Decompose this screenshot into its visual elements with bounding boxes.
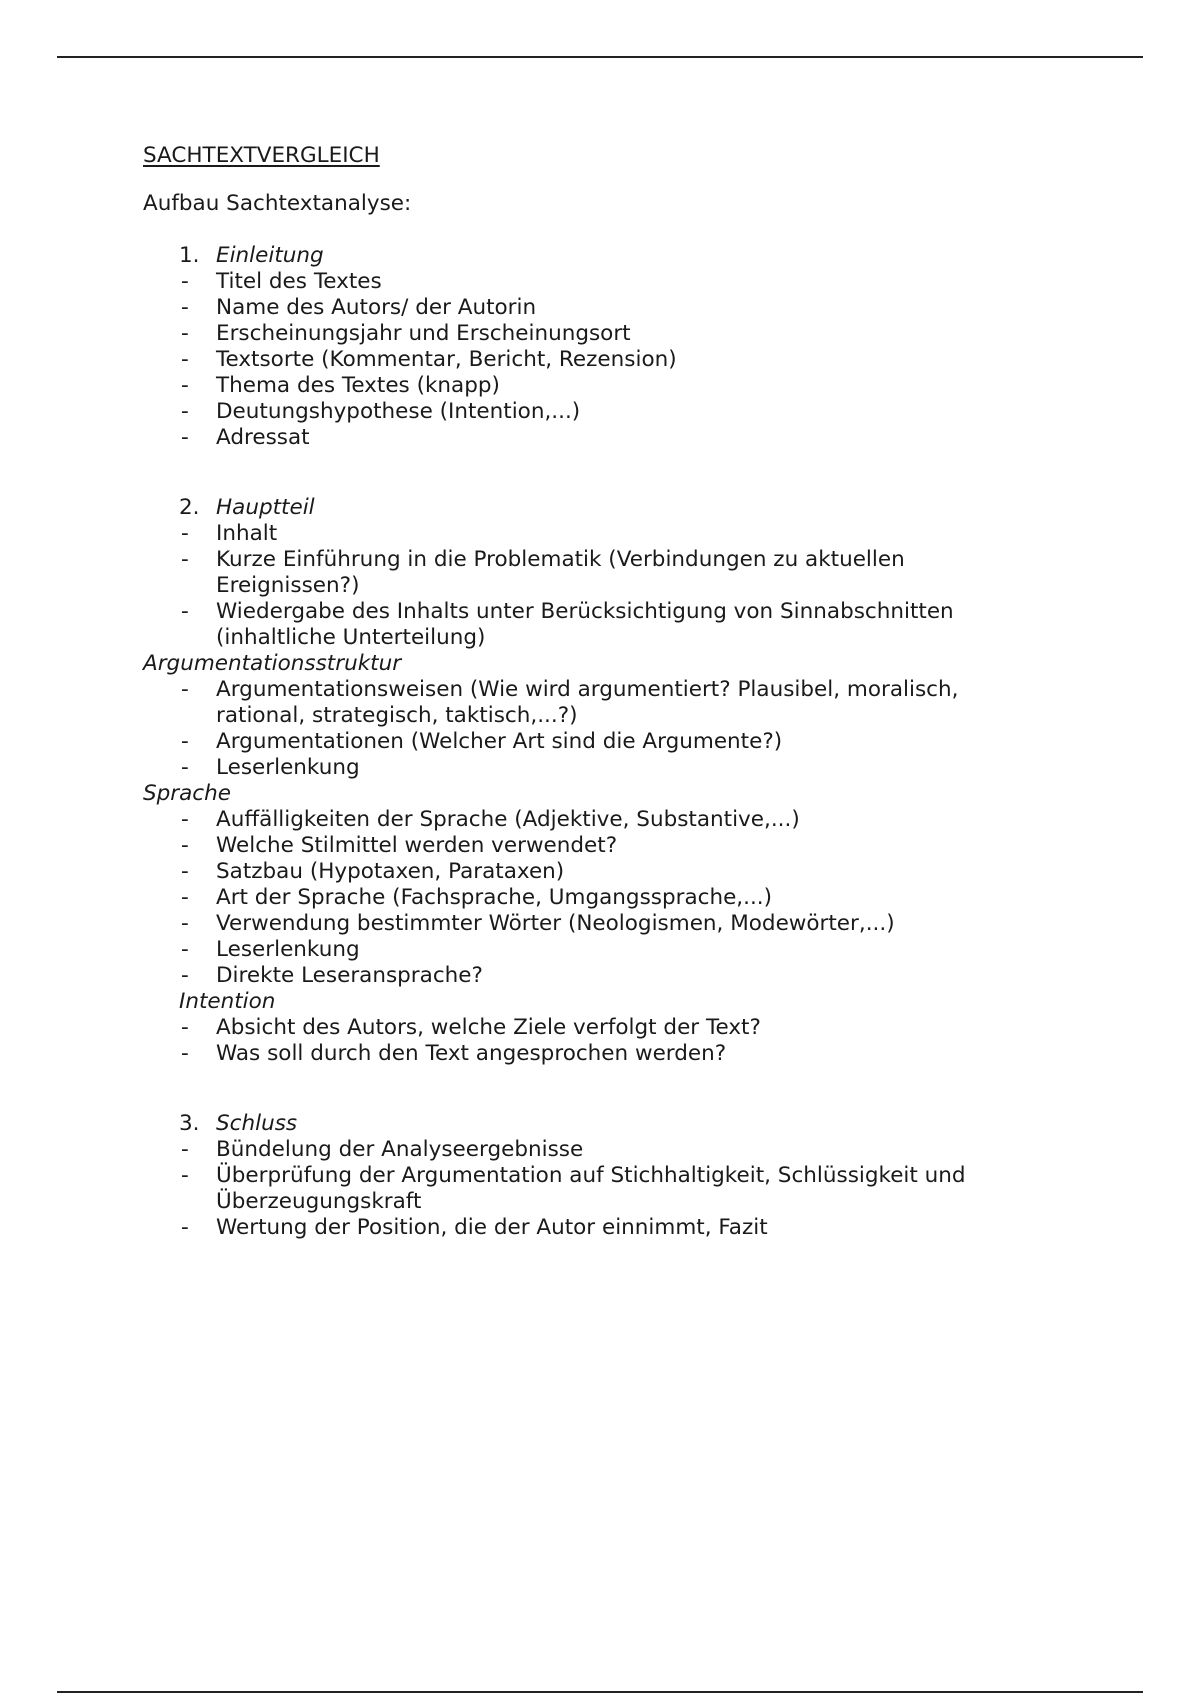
list-item: - Überprüfung der Argumentation auf Stichhaltigkeit, Schlüssigkeit und Überzeugungskraft [143, 1163, 1043, 1215]
bullet-list [143, 677, 1043, 781]
list-item: - Deutungshypothese (Intention,...) [143, 399, 1043, 425]
bullet-list [143, 1137, 1043, 1241]
bullet-list [143, 521, 1043, 651]
list-item: - Auffälligkeiten der Sprache (Adjektive, Substantive,...) [143, 807, 1043, 833]
list-item: - Verwendung bestimmter Wörter (Neologismen, Modewörter,...) [143, 911, 1043, 937]
list-item: - Argumentationen (Welcher Art sind die Argumente?) [143, 729, 1043, 755]
document-title: SACHTEXTVERGLEICH [143, 143, 380, 168]
section-number: 1. [179, 243, 200, 268]
list-item: - Adressat [143, 425, 1043, 451]
subsection-heading-sprache: Sprache [143, 781, 231, 806]
section-einleitung [143, 243, 1043, 451]
list-item: - Argumentationsweisen (Wie wird argumentiert? Plausibel, moralisch, rational, strategisch, taktisch,...?) [143, 677, 1043, 729]
list-item: - Textsorte (Kommentar, Bericht, Rezension) [143, 347, 1043, 373]
list-item: - Was soll durch den Text angesprochen werden? [143, 1041, 1043, 1067]
section-title: Einleitung [216, 243, 324, 268]
list-item: - Bündelung der Analyseergebnisse [143, 1137, 1043, 1163]
section-heading [143, 495, 1043, 521]
section-heading [143, 1111, 1043, 1137]
list-item: - Titel des Textes [143, 269, 1043, 295]
header-rule [57, 56, 1143, 58]
section-title: Hauptteil [216, 495, 315, 520]
list-item: - Direkte Leseransprache? [143, 963, 1043, 989]
document-intro: Aufbau Sachtextanalyse: [143, 191, 412, 216]
footer-rule [57, 1691, 1143, 1693]
list-item: - Leserlenkung [143, 755, 1043, 781]
section-number: 3. [179, 1111, 200, 1136]
list-item: - Leserlenkung [143, 937, 1043, 963]
list-item: - Welche Stilmittel werden verwendet? [143, 833, 1043, 859]
section-heading [143, 243, 1043, 269]
list-item: - Kurze Einführung in die Problematik (Verbindungen zu aktuellen Ereignissen?) [143, 547, 1043, 599]
section-number: 2. [179, 495, 200, 520]
list-item: - Art der Sprache (Fachsprache, Umgangssprache,...) [143, 885, 1043, 911]
list-item: - Wiedergabe des Inhalts unter Berücksichtigung von Sinnabschnitten (inhaltliche Unterteilung) [143, 599, 1043, 651]
list-item: - Satzbau (Hypotaxen, Parataxen) [143, 859, 1043, 885]
section-title: Schluss [216, 1111, 298, 1136]
list-item: - Wertung der Position, die der Autor einnimmt, Fazit [143, 1215, 1043, 1241]
document-body [143, 143, 1043, 1241]
subsection-heading-argumentationsstruktur: Argumentationsstruktur [143, 651, 402, 676]
section-schluss [143, 1111, 1043, 1241]
list-item: - Inhalt [143, 521, 1043, 547]
section-hauptteil [143, 495, 1043, 1067]
list-item: - Name des Autors/ der Autorin [143, 295, 1043, 321]
bullet-list [143, 1015, 1043, 1067]
list-item: - Thema des Textes (knapp) [143, 373, 1043, 399]
bullet-list [143, 269, 1043, 451]
subsection-heading-intention: Intention [179, 989, 276, 1014]
list-item: - Absicht des Autors, welche Ziele verfolgt der Text? [143, 1015, 1043, 1041]
bullet-list [143, 807, 1043, 989]
list-item: - Erscheinungsjahr und Erscheinungsort [143, 321, 1043, 347]
